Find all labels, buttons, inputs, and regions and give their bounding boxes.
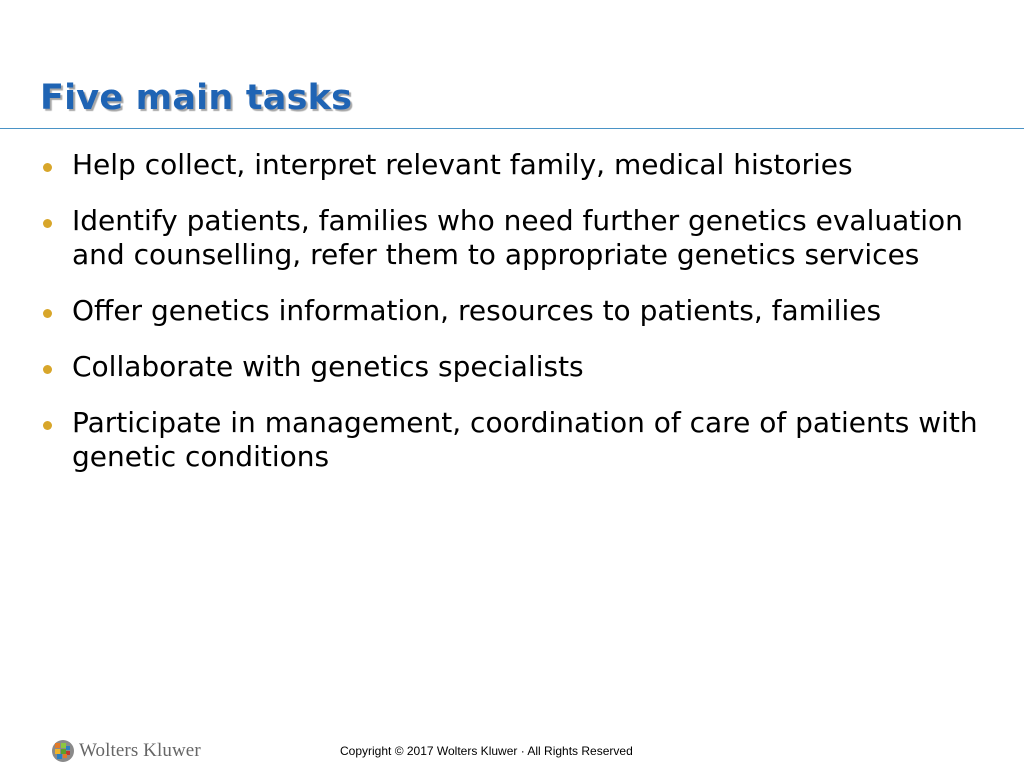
bullet-item [40,294,1000,328]
bullet-item [40,406,1000,474]
bullet-text: Identify patients, families who need further genetics evaluation and counselling, refer them to appropriate genetics services [72,204,963,271]
wolters-kluwer-logo-icon [51,739,75,763]
bullet-text: Help collect, interpret relevant family, medical histories [72,148,853,181]
bullet-text: Offer genetics information, resources to patients, families [72,294,882,327]
bullet-dot-icon [43,309,52,318]
bullet-dot-icon [43,219,52,228]
title-divider [0,128,1024,129]
bullet-item [40,204,1000,272]
wolters-kluwer-logo [51,738,201,764]
slide-title: Five main tasks [40,78,353,118]
logo-text: Wolters Kluwer [79,740,201,761]
bullet-item [40,350,1000,384]
bullet-text: Participate in management, coordination of care of patients with genetic conditions [72,406,978,473]
bullet-dot-icon [43,421,52,430]
bullet-dot-icon [43,163,52,172]
copyright-text: Copyright © 2017 Wolters Kluwer · All Rights Reserved [340,744,633,758]
bullet-item [40,148,1000,182]
bullet-text: Collaborate with genetics specialists [72,350,584,383]
bullet-list [40,148,1000,496]
bullet-dot-icon [43,365,52,374]
